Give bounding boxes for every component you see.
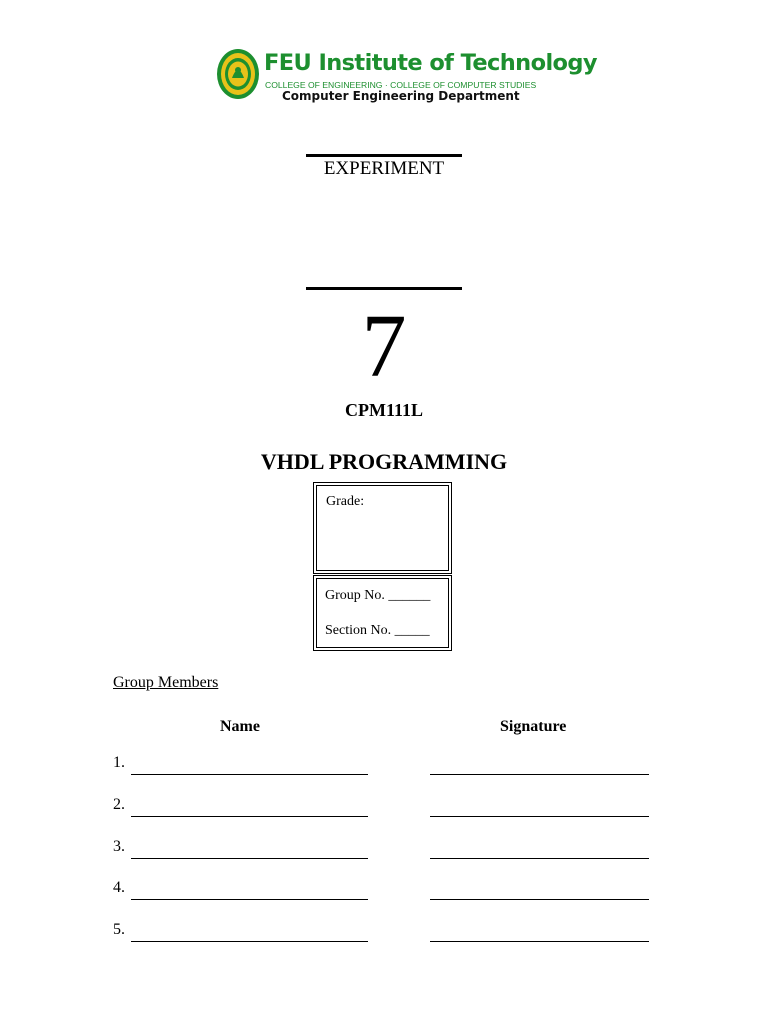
- name-column-header: Name: [220, 718, 260, 735]
- experiment-number: 7: [361, 297, 407, 396]
- member-row: [0, 838, 768, 868]
- member-number: 1.: [113, 754, 125, 771]
- group-number-field: Group No. ______: [325, 588, 431, 603]
- institution-header: [212, 40, 597, 110]
- member-number: 4.: [113, 879, 125, 896]
- grade-label: Grade:: [326, 494, 365, 509]
- member-signature-line: [430, 858, 649, 859]
- member-signature-line: [430, 774, 649, 775]
- top-divider: [306, 154, 462, 157]
- experiment-label: EXPERIMENT: [323, 158, 445, 179]
- member-number: 3.: [113, 838, 125, 855]
- group-section-box: [313, 575, 452, 651]
- group-members-heading: Group Members: [113, 674, 219, 691]
- member-name-line: [131, 858, 368, 859]
- member-row: [0, 796, 768, 826]
- university-seal-icon: [216, 48, 260, 100]
- member-row: [0, 879, 768, 909]
- grade-box: [313, 482, 452, 574]
- member-signature-line: [430, 899, 649, 900]
- member-number: 5.: [113, 921, 125, 938]
- member-signature-line: [430, 816, 649, 817]
- signature-column-header: Signature: [500, 718, 567, 735]
- experiment-title: VHDL PROGRAMMING: [260, 449, 508, 474]
- member-number: 2.: [113, 796, 125, 813]
- course-code: CPM111L: [344, 400, 423, 420]
- member-row: [0, 754, 768, 784]
- member-row: [0, 921, 768, 951]
- number-divider: [306, 287, 462, 290]
- member-name-line: [131, 899, 368, 900]
- section-number-field: Section No. _____: [325, 623, 430, 638]
- member-name-line: [131, 941, 368, 942]
- member-name-line: [131, 816, 368, 817]
- member-name-line: [131, 774, 368, 775]
- member-signature-line: [430, 941, 649, 942]
- institution-colleges: COLLEGE OF ENGINEERING · COLLEGE OF COMPUTER STUDIES: [265, 80, 537, 90]
- institution-name: FEU Institute of Technology: [264, 50, 597, 76]
- department-name: Computer Engineering Department: [282, 89, 520, 103]
